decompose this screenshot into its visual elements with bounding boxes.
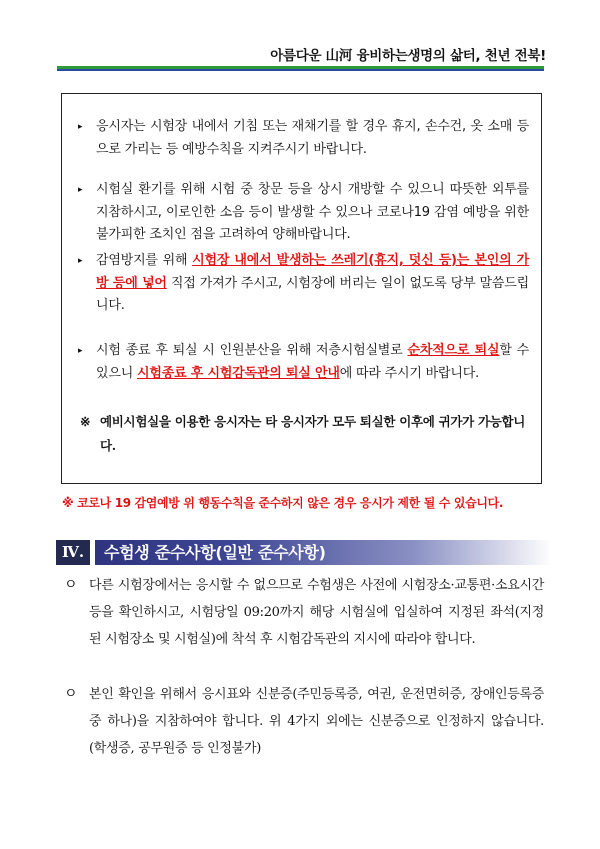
notice-item-text: 응시자는 시험장 내에서 기침 또는 재채기를 할 경우 휴지, 손수건, 옷 소매 등으로 가리는 등 예방수칙을 지켜주시기 바랍니다. <box>96 119 529 157</box>
header-rule-blue <box>57 69 544 71</box>
notice-item-text-part: 에 따라 주시기 바랍니다. <box>339 365 480 381</box>
section-title: 수험생 준수사항(일반 준수사항) <box>104 543 326 562</box>
notice-item-text-part: 할 수 있으니 <box>96 343 529 381</box>
highlight-text: 순차적으로 퇴실 <box>407 343 500 358</box>
notice-item <box>78 179 529 247</box>
bullet-icon: ▸ <box>78 346 83 356</box>
note-mark: ※ <box>80 414 91 429</box>
notice-item-text-part: 감염방지를 위해 <box>96 253 193 268</box>
slogan-text-end: 융비하는생명의 삶터, 천년 전북! <box>352 48 546 64</box>
notice-note <box>80 410 529 458</box>
highlight-text: 시험장 내에서 발생하는 쓰레기(휴지, 덧신 등)는 본인의 가방 등에 넣어 <box>96 253 529 291</box>
header-slogan <box>270 44 546 64</box>
circle-bullet-icon: ㅇ <box>64 577 78 593</box>
notice-item <box>78 116 529 161</box>
notice-item-text <box>78 250 529 318</box>
notice-item <box>78 340 529 385</box>
body-paragraph <box>64 572 544 653</box>
circle-bullet-icon: ㅇ <box>64 686 78 702</box>
warning-text: ※ 코로나 19 감염예방 위 행동수칙을 준수하지 않은 경우 응시가 제한 될 수 있습니다. <box>62 496 504 510</box>
bullet-icon: ▸ <box>78 185 83 195</box>
bullet-icon: ▸ <box>78 256 83 266</box>
note-text: 예비시험실을 이용한 응시자는 타 응시자가 모두 퇴실한 이후에 귀가가 가능합니다. <box>100 414 526 453</box>
notice-item <box>78 250 529 318</box>
notice-item-text-part: 시험 종료 후 퇴실 시 인원분산을 위해 저층시험실별로 <box>96 343 408 358</box>
highlight-text: 시험종료 후 시험감독관의 퇴실 안내 <box>137 365 340 381</box>
notice-item-text <box>78 340 529 385</box>
slogan-text: 아름다운 <box>270 48 326 64</box>
body-paragraph <box>64 681 544 762</box>
slogan-hanja: 山河 <box>325 48 353 64</box>
notice-box <box>61 93 542 484</box>
section-number: Ⅳ. <box>56 540 90 565</box>
section-divider <box>90 540 95 565</box>
notice-item-text-part: 직접 가져가 주시고, 시험장에 버리는 일이 없도록 당부 말씀드립니다. <box>96 275 529 313</box>
bullet-icon: ▸ <box>78 122 83 132</box>
paragraph-text: 다른 시험장에서는 응시할 수 없으므로 수험생은 사전에 시험장소·교통편·소요시간 등을 확인하시고, 시험당일 09:20까지 해당 시험실에 입실하여 지정된 좌석(지정된 시험장소 및 시험실)에 착석 후 시험감독관의 지시에 따라야 합니다. <box>89 578 544 647</box>
notice-item-text: 시험실 환기를 위해 시험 중 창문 등을 상시 개방할 수 있으니 따뜻한 외투를 지참하시고, 이로인한 소음 등이 발생할 수 있으나 코로나19 감염 예방을 위한 불가피한 조치인 점을 고려하여 양해바랍니다. <box>96 182 529 242</box>
paragraph-text: 본인 확인을 위해서 응시표와 신분증(주민등록증, 여권, 운전면허증, 장애인등록증 중 하나)을 지참하여야 합니다. 위 4가지 외에는 신분증으로 인정하지 않습니다. (학생증, 공무원증 등 인정불가) <box>89 687 544 756</box>
